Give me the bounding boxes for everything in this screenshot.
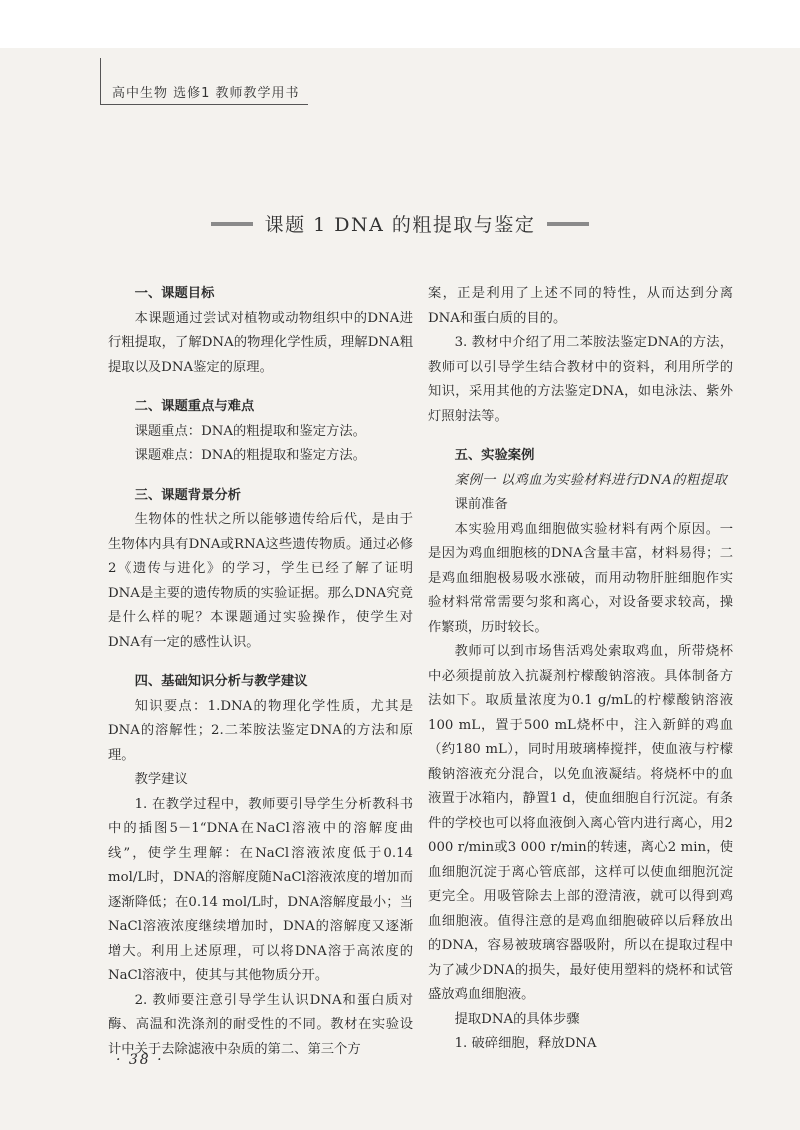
paragraph: 知识要点：1.DNA的物理化学性质，尤其是DNA的溶解性；2.二苯胺法鉴定DNA的方法和原理。 bbox=[108, 698, 413, 763]
paragraph: 2. 教师要注意引导学生认识DNA和蛋白质对酶、高温和洗涤剂的耐受性的不同。教材在实验设计中关于去除滤液中杂质的第二、第三个方 bbox=[108, 992, 413, 1057]
case-title: 案例一 以鸡血为实验材料进行DNA的粗提取 bbox=[454, 472, 728, 488]
section-heading: 三、课题背景分析 bbox=[134, 487, 241, 503]
right-column bbox=[428, 282, 733, 1057]
paragraph: 本实验用鸡血细胞做实验材料有两个原因。一是因为鸡血细胞核的DNA含量丰富，材料易得；二是鸡血细胞极易吸水涨破，而用动物肝脏细胞作实验材料常常需要匀浆和离心，对设备要求较高，操作繁琐，历时较长。 bbox=[428, 521, 733, 635]
header-vertical-rule bbox=[100, 58, 101, 105]
section-heading: 四、基础知识分析与教学建议 bbox=[134, 674, 308, 689]
section-heading: 二、课题重点与难点 bbox=[134, 399, 255, 414]
page-title: 课题 1 DNA 的粗提取与鉴定 bbox=[264, 214, 536, 236]
running-head: 高中生物 选修1 教师教学用书 bbox=[112, 86, 300, 101]
paragraph: 教师可以到市场售活鸡处索取鸡血，所带烧杯中必须提前放入抗凝剂柠檬酸钠溶液。具体制备方法如下。取质量浓度为0.1 g/mL的柠檬酸钠溶液100 mL，置于500 mL烧杯中，注入新鲜的鸡血（约180 mL），同时用玻璃棒搅拌，使血液与柠檬酸钠溶液充分混合，以免血液凝结。将烧杯中的血液置于冰箱内，静置1 d，使血细胞自行沉淀。有条件的学校也可以将血液倒入离心管内进行离心，用2 000 r/min或3 000 r/min的转速，离心2 min，使血细胞沉淀于离心管底部，这样可以使血细胞沉淀更完全。用吸管除去上部的澄清液，就可以得到鸡血细胞液。值得注意的是鸡血细胞破碎以后释放出的DNA，容易被玻璃容器吸附，所以在提取过程中为了减少DNA的损失，最好使用塑料的烧杯和试管盛放鸡血细胞液。 bbox=[428, 644, 733, 1002]
title-row bbox=[0, 210, 800, 237]
paragraph: 本课题通过尝试对植物或动物组织中的DNA进行粗提取，了解DNA的物理化学性质，理解DNA粗提取以及DNA鉴定的原理。 bbox=[108, 310, 413, 375]
paragraph: 3. 教材中介绍了用二苯胺法鉴定DNA的方法，教师可以引导学生结合教材中的资料，利用所学的知识，采用其他的方法鉴定DNA，如电泳法、紫外灯照射法等。 bbox=[428, 335, 733, 424]
title-left-bar bbox=[211, 222, 253, 226]
paragraph: 案，正是利用了上述不同的特性，从而达到分离DNA和蛋白质的目的。 bbox=[428, 286, 733, 326]
subheading: 课前准备 bbox=[454, 497, 508, 512]
step-item: 1. 破碎细胞，释放DNA bbox=[454, 1036, 597, 1051]
section-heading: 五、实验案例 bbox=[454, 448, 535, 463]
section-heading: 一、课题目标 bbox=[134, 286, 215, 301]
paragraph: 生物体的性状之所以能够遗传给后代，是由于生物体内具有DNA或RNA这些遗传物质。通过必修2《遗传与进化》的学习，学生已经了解了证明DNA是主要的遗传物质的实验证据。那么DNA究竟是什么样的呢？本课题通过实验操作，使学生对DNA有一定的感性认识。 bbox=[108, 512, 413, 650]
paragraph: 1. 在教学过程中，教师要引导学生分析教科书中的插图5－1“DNA在NaCl溶液中的溶解度曲线”，使学生理解：在NaCl溶液浓度低于0.14 mol/L时，DNA的溶解度随NaCl溶液浓度的增加而逐渐降低；在0.14 mol/L时，DNA溶解度最小；当NaCl溶液浓度继续增加时，DNA的溶解度又逐渐增大。利用上述原理，可以将DNA溶于高浓度的NaCl溶液中，使其与其他物质分开。 bbox=[108, 796, 413, 983]
paragraph: 课题重点：DNA的粗提取和鉴定方法。 bbox=[134, 423, 366, 439]
left-column bbox=[108, 282, 413, 1062]
title-right-bar bbox=[547, 222, 589, 226]
subheading: 提取DNA的具体步骤 bbox=[454, 1011, 580, 1027]
paragraph: 课题难点：DNA的粗提取和鉴定方法。 bbox=[134, 448, 366, 463]
page-number: · 38 · bbox=[116, 1052, 164, 1068]
header-rule bbox=[100, 104, 308, 105]
top-margin bbox=[0, 0, 800, 48]
subheading: 教学建议 bbox=[134, 772, 188, 787]
